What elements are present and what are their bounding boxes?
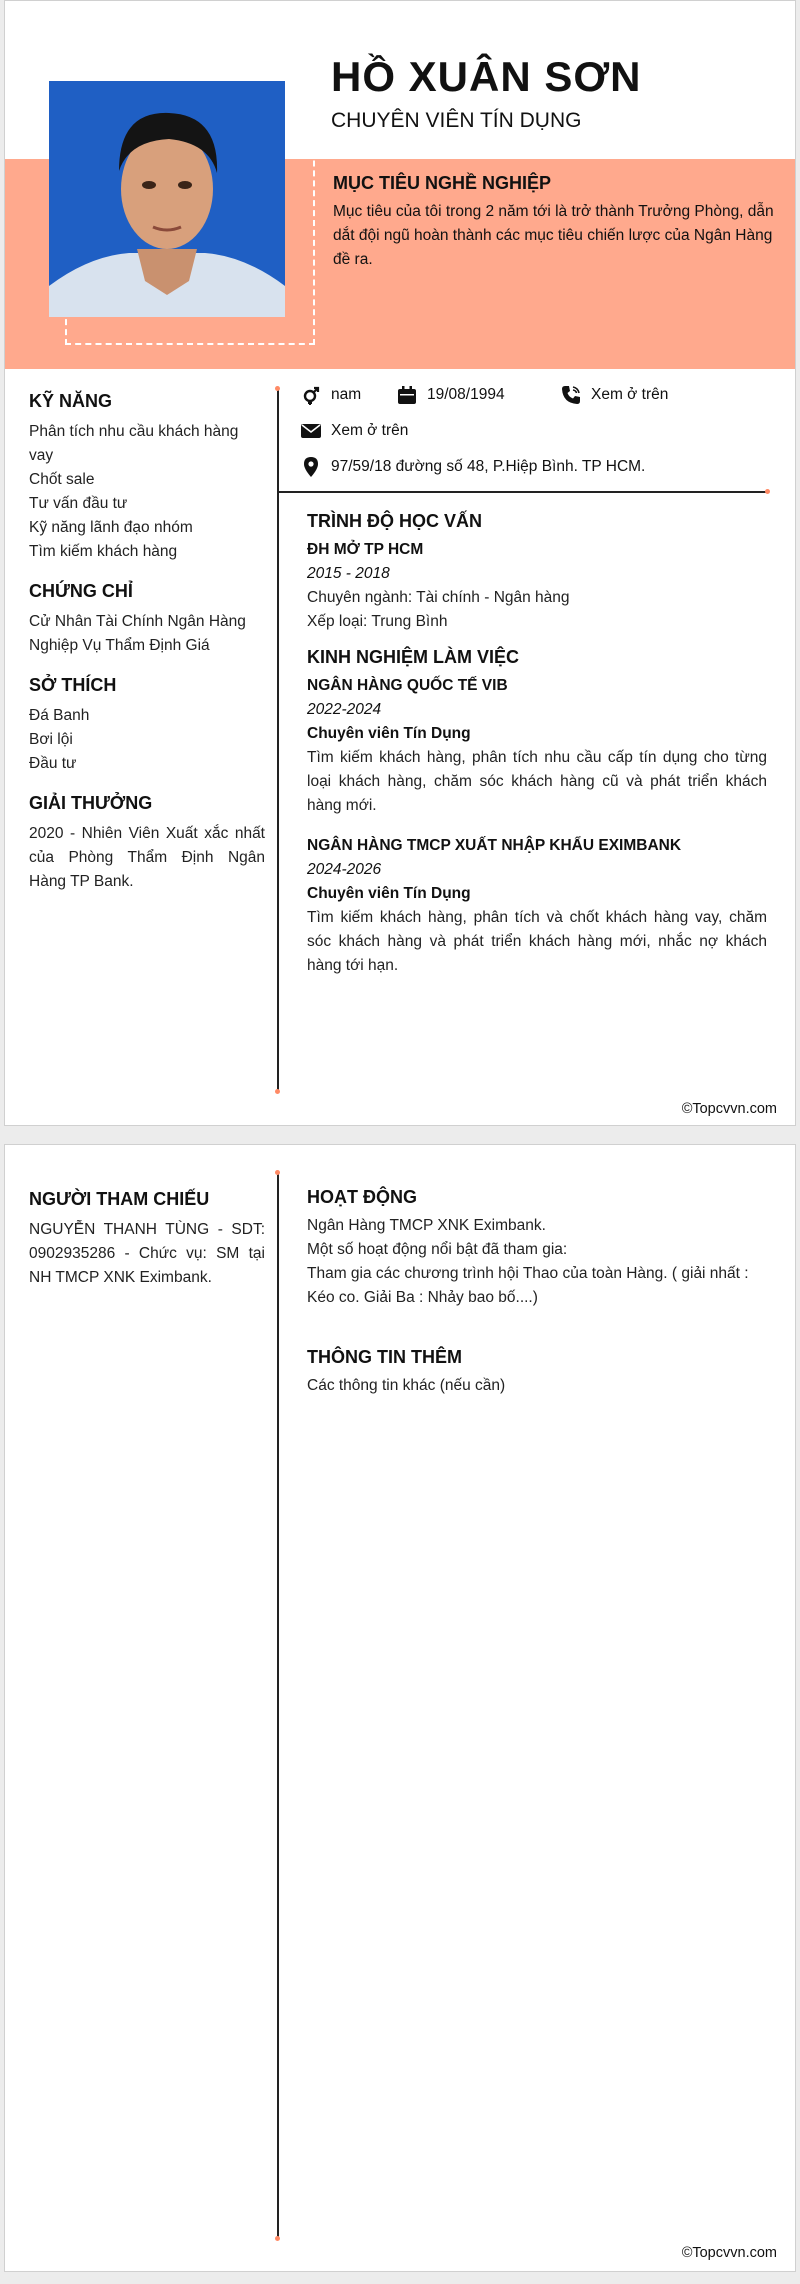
experience-description: Tìm kiếm khách hàng, phân tích nhu cầu cấp tín dụng cho từng loại khách hàng, chăm sóc khách hàng cũ và phát triển khách hàng mới. xyxy=(307,749,767,814)
education-grade: Xếp loại: Trung Bình xyxy=(307,613,448,630)
more-info-text: Các thông tin khác (nếu cần) xyxy=(307,1377,506,1394)
objective-text: Mục tiêu của tôi trong 2 năm tới là trở thành Trưởng Phòng, dẫn dắt đội ngũ hoàn thành các mục tiêu chiến lược của Ngân Hàng đề ra. xyxy=(333,203,774,268)
map-pin-icon xyxy=(301,457,321,477)
email-value: Xem ở trên xyxy=(331,422,409,439)
activity-line: Tham gia các chương trình hội Thao của toàn Hàng. ( giải nhất : Kéo co. Giải Ba : Nhảy bao bố....) xyxy=(307,1265,749,1306)
footer-credit: ©Topcvvn.com xyxy=(681,1101,777,1117)
hobby-item: Bơi lội xyxy=(29,731,73,748)
cv-page-1 xyxy=(4,0,796,1126)
divider-dot xyxy=(765,489,770,494)
skill-item: Kỹ năng lãnh đạo nhóm xyxy=(29,519,193,536)
experience-period: 2024-2026 xyxy=(307,861,382,878)
experience-description: Tìm kiếm khách hàng, phân tích và chốt khách hàng vay, chăm sóc khách hàng và phát triển khách hàng mới, nhắc nợ khách hàng tới hạn. xyxy=(307,909,767,974)
phone-icon xyxy=(561,385,581,405)
birthday-value: 19/08/1994 xyxy=(427,386,505,403)
certificate-item: Nghiệp Vụ Thẩm Định Giá xyxy=(29,637,210,654)
candidate-name: HỒ XUÂN SƠN xyxy=(331,53,642,100)
candidate-title: CHUYÊN VIÊN TÍN DỤNG xyxy=(331,109,582,132)
phone-value: Xem ở trên xyxy=(591,386,669,403)
gender-value: nam xyxy=(331,386,362,403)
hobbies-heading: SỞ THÍCH xyxy=(29,675,117,695)
certificates-heading: CHỨNG CHỈ xyxy=(29,581,133,601)
experience-role: Chuyên viên Tín Dụng xyxy=(307,885,471,902)
hobby-item: Đá Banh xyxy=(29,707,90,724)
skills-section xyxy=(29,391,265,564)
address-value: 97/59/18 đường số 48, P.Hiệp Bình. TP HCM. xyxy=(331,458,646,475)
phone-field xyxy=(561,385,668,405)
awards-section xyxy=(29,793,265,894)
skill-item: Tư vấn đầu tư xyxy=(29,495,128,512)
activity-line: Một số hoạt động nổi bật đã tham gia: xyxy=(307,1241,568,1258)
divider-dot xyxy=(275,1170,280,1175)
activities-section xyxy=(307,1187,767,1310)
skill-item: Phân tích nhu cầu khách hàng vay xyxy=(29,423,239,464)
education-period: 2015 - 2018 xyxy=(307,565,390,582)
birthday-field xyxy=(397,385,505,405)
more-info-section xyxy=(307,1347,767,1398)
education-school: ĐH MỞ TP HCM xyxy=(307,541,424,558)
awards-heading: GIẢI THƯỞNG xyxy=(29,793,153,813)
activities-heading: HOẠT ĐỘNG xyxy=(307,1187,417,1207)
activity-line: Ngân Hàng TMCP XNK Eximbank. xyxy=(307,1217,546,1234)
experience-company: NGÂN HÀNG TMCP XUẤT NHẬP KHẨU EXIMBANK xyxy=(307,837,682,854)
objective-section xyxy=(333,173,791,272)
address-field xyxy=(301,457,645,477)
education-major: Chuyên ngành: Tài chính - Ngân hàng xyxy=(307,589,570,606)
column-divider xyxy=(277,1173,279,2239)
skill-item: Chốt sale xyxy=(29,471,95,488)
references-text: NGUYỄN THANH TÙNG - SDT: 0902935286 - Chức vụ: SM tại NH TMCP XNK Eximbank. xyxy=(29,1221,265,1286)
references-heading: NGƯỜI THAM CHIẾU xyxy=(29,1189,210,1209)
experience-role: Chuyên viên Tín Dụng xyxy=(307,725,471,742)
experience-company: NGÂN HÀNG QUỐC TẾ VIB xyxy=(307,677,508,694)
more-info-heading: THÔNG TIN THÊM xyxy=(307,1347,462,1367)
experience-period: 2022-2024 xyxy=(307,701,382,718)
certificate-item: Cử Nhân Tài Chính Ngân Hàng xyxy=(29,613,246,630)
certificates-section xyxy=(29,581,265,658)
gender-field xyxy=(301,385,361,405)
column-divider xyxy=(277,389,279,1091)
experience-entry xyxy=(307,674,767,818)
envelope-icon xyxy=(301,421,321,441)
email-field xyxy=(301,421,408,441)
profile-photo xyxy=(49,81,285,317)
experience-entry xyxy=(307,834,767,978)
divider-dot xyxy=(275,2236,280,2241)
calendar-icon xyxy=(397,385,417,405)
skill-item: Tìm kiếm khách hàng xyxy=(29,543,178,560)
references-section xyxy=(29,1189,265,1290)
divider-dot xyxy=(275,386,280,391)
cv-page-2 xyxy=(4,1144,796,2272)
footer-credit: ©Topcvvn.com xyxy=(681,2245,777,2261)
experience-section xyxy=(307,647,767,978)
education-heading: TRÌNH ĐỘ HỌC VẤN xyxy=(307,511,482,531)
hobby-item: Đầu tư xyxy=(29,755,77,772)
experience-heading: KINH NGHIỆM LÀM VIỆC xyxy=(307,647,520,667)
awards-text: 2020 - Nhiên Viên Xuất xắc nhất của Phòng Thẩm Định Ngân Hàng TP Bank. xyxy=(29,825,265,890)
skills-heading: KỸ NĂNG xyxy=(29,391,113,411)
gender-icon xyxy=(301,385,321,405)
divider-dot xyxy=(275,1089,280,1094)
contact-divider xyxy=(277,491,767,493)
hobbies-section xyxy=(29,675,265,776)
education-section xyxy=(307,511,767,634)
objective-heading: MỤC TIÊU NGHỀ NGHIỆP xyxy=(333,173,552,193)
